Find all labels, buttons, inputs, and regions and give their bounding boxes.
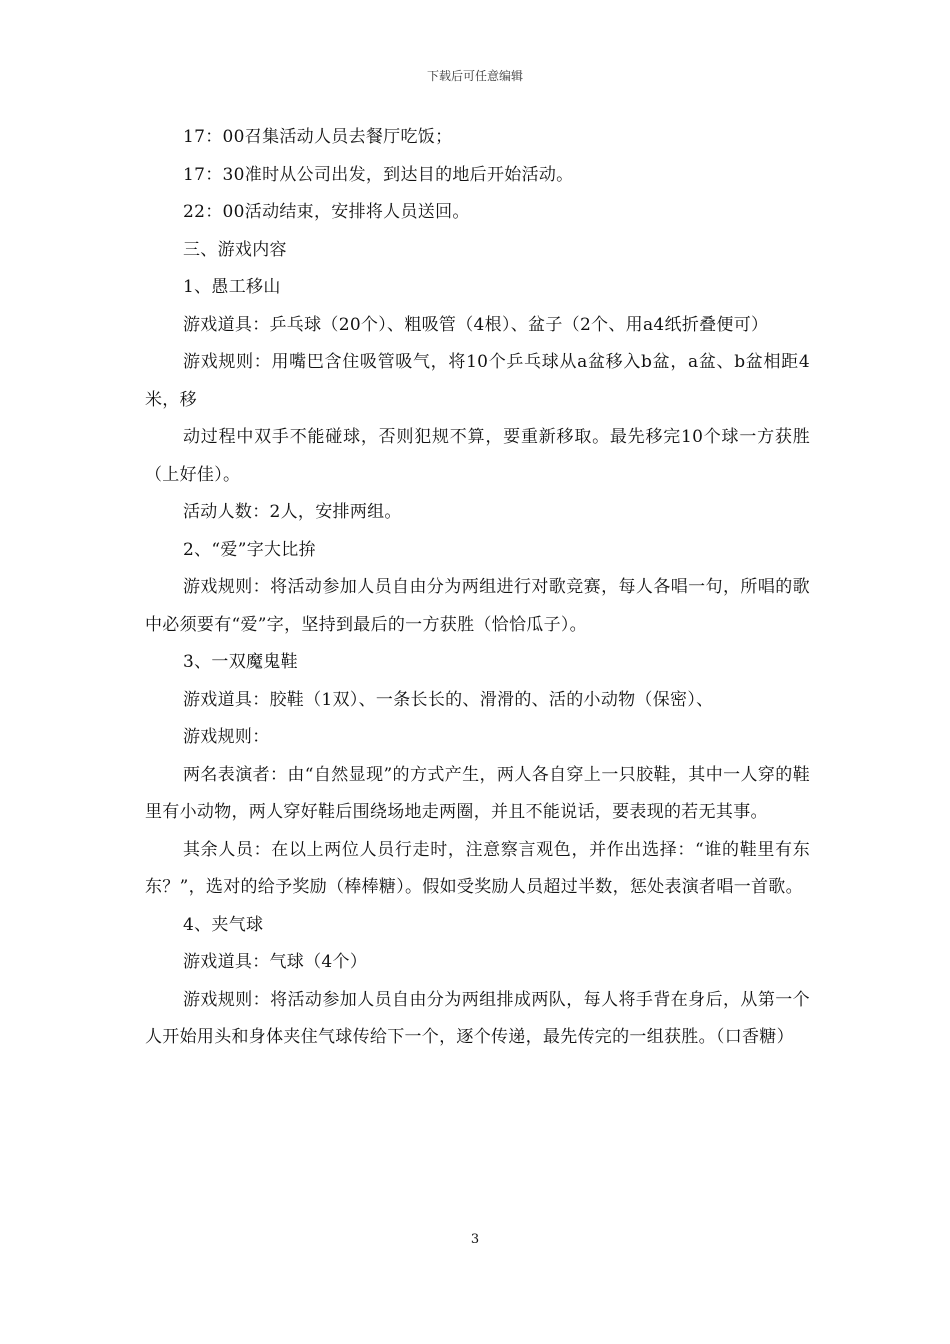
game-1-props: 游戏道具：乒乓球（20个）、粗吸管（4根）、盆子（2个、用a4纸折叠便可） <box>183 314 769 335</box>
game-4-title: 4、夹气球 <box>183 914 264 935</box>
game-3-title: 3、一双魔鬼鞋 <box>183 652 298 672</box>
game-2-title: 2、“爱”字大比拚 <box>183 539 316 560</box>
game-1-players: 活动人数：2人，安排两组。 <box>183 502 402 522</box>
game-1-rules: 游戏规则：用嘴巴含住吸管吸气，将10个乒乓球从a盆移入b盆，a盆、b盆相距4米，移 <box>145 352 810 410</box>
schedule-line-1700: 17：00召集活动人员去餐厅吃饭； <box>183 127 453 147</box>
game-3-others: 其余人员：在以上两位人员行走时，注意察言观色，并作出选择：“谁的鞋里有东东？”，选对的给予奖励（棒棒糖）。假如受奖励人员超过半数，惩处表演者唱一首歌。 <box>145 839 810 897</box>
game-3-rules-label: 游戏规则： <box>183 727 270 747</box>
schedule-line-1730: 17：30准时从公司出发，到达目的地后开始活动。 <box>183 164 574 185</box>
page-number: 3 <box>470 1232 480 1247</box>
page-header: 下载后可任意编辑 <box>426 69 523 83</box>
game-2-rules: 游戏规则：将活动参加人员自由分为两组进行对歌竞赛，每人各唱一句，所唱的歌中必须要有“爱”字，坚持到最后的一方获胜（恰恰瓜子）。 <box>145 577 810 635</box>
game-1-rules-cont: 动过程中双手不能碰球，否则犯规不算，要重新移取。最先移完10个球一方获胜（上好佳）。 <box>145 427 810 485</box>
section-heading: 三、游戏内容 <box>183 239 287 260</box>
document-body <box>145 119 810 1057</box>
game-3-props: 游戏道具：胶鞋（1双）、一条长长的、滑滑的、活的小动物（保密）、 <box>183 689 714 710</box>
schedule-line-2200: 22：00活动结束，安排将人员送回。 <box>183 202 470 222</box>
game-4-rules: 游戏规则：将活动参加人员自由分为两组排成两队，每人将手背在身后，从第一个人开始用头和身体夹住气球传给下一个，逐个传递，最先传完的一组获胜。（口香糖） <box>145 989 810 1047</box>
game-1-title: 1、愚工移山 <box>183 277 281 297</box>
game-3-performers: 两名表演者：由“自然显现”的方式产生，两人各自穿上一只胶鞋，其中一人穿的鞋里有小动物，两人穿好鞋后围绕场地走两圈，并且不能说话，要表现的若无其事。 <box>145 764 810 822</box>
game-4-props: 游戏道具：气球（4个） <box>183 952 368 972</box>
